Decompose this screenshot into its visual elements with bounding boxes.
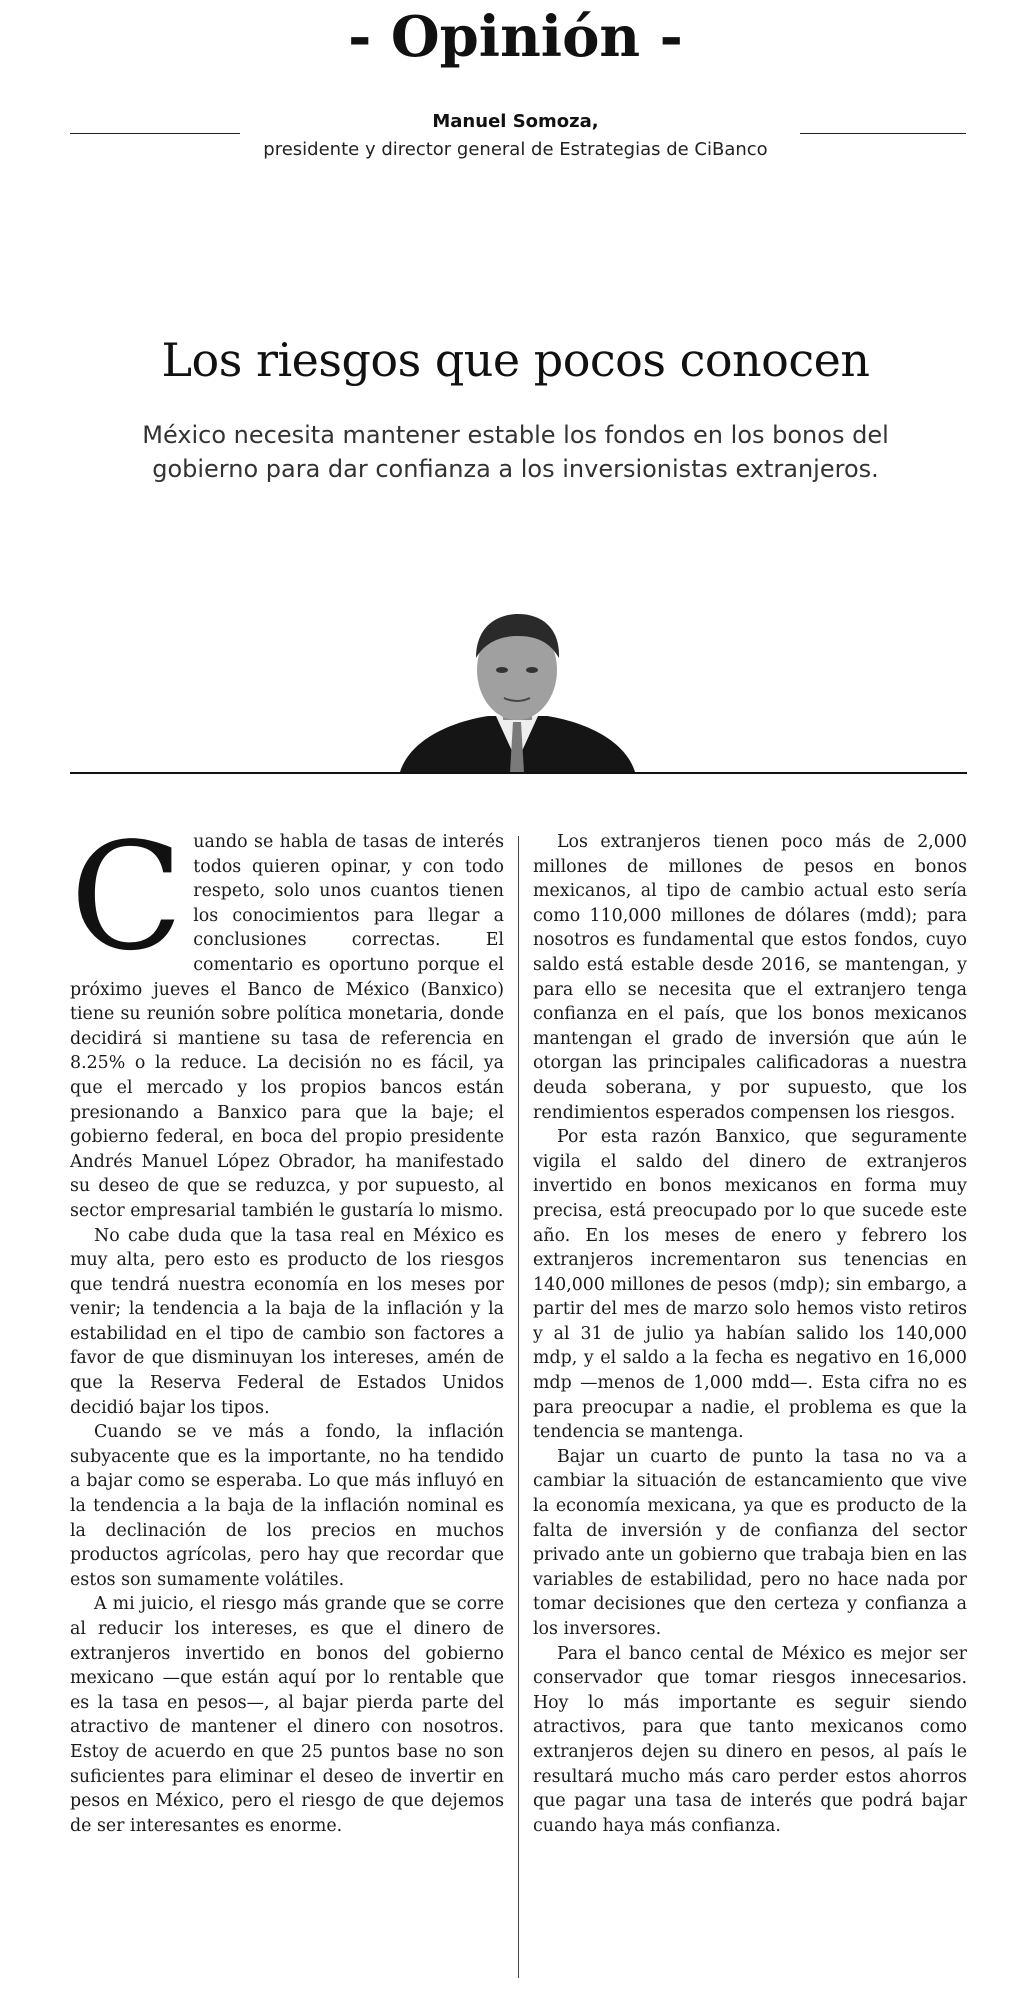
article-dek: México necesita mantener estable los fondos en los bonos del gobierno para dar confianza a los inversionistas extranjeros. bbox=[142, 421, 889, 483]
paragraph: Cuando se habla de tasas de interés todos quieren opinar, y con todo respeto, solo unos cuantos tienen los conocimientos para llegar a conclusiones correctas. El comentario es oportuno porque el próximo jueves el Banco de México (Banxico) tiene su reunión sobre política monetaria, donde decidirá si mantiene su tasa de referencia en 8.25% o la reduce. La decisión no es fácil, ya que el mercado y los propios bancos están presionando a Banxico para que la baje; el gobierno federal, en boca del propio presidente Andrés Manuel López Obrador, ha manifestado su deseo de que se reduzca, y por supuesto, al sector empresarial también le gustaría lo mismo. bbox=[70, 811, 504, 1221]
article-column-2 bbox=[533, 830, 967, 1838]
paragraph: Los extranjeros tienen poco más de 2,000 millones de millones de pesos en bonos mexicanos, al tipo de cambio actual esto sería como 110,000 millones de dólares (mdd); para nosotros es fundamental que estos fondos, cuyo saldo está estable desde 2016, se mantengan, y para ello se necesita que el extranjero tenga confianza en el país, que los bonos mexicanos mantengan el grado de inversión que aún le otorgan las principales calificadoras a nuestra deuda soberana, y por supuesto, que los rendimientos esperados compensen los riesgos. bbox=[533, 832, 967, 1123]
article-column-1 bbox=[70, 811, 504, 1838]
drop-cap: C bbox=[70, 811, 184, 983]
portrait-baseline-rule bbox=[70, 772, 967, 774]
paragraph: Para el banco cental de México es mejor ser conservador que tomar riesgos innecesarios. Hoy lo más importante es seguir siendo atractivos, para que tanto mexicanos como extranjeros dejen su dinero en pesos, al país le resultará mucho más caro perder estos ahorros que pagar una tasa de interés que podrá bajar cuando haya más confianza. bbox=[533, 1643, 967, 1836]
column-divider bbox=[518, 836, 519, 1978]
paragraph: No cabe duda que la tasa real en México es muy alta, pero esto es producto de los riesgos que tendrá nuestra economía en los meses por venir; la tendencia a la baja de la inflación y la estabilidad en el tipo de cambio son factores a favor de que disminuyan los intereses, amén de que la Reserva Federal de Estados Unidos decidió bajar los tipos. bbox=[70, 1225, 504, 1418]
paragraph: Cuando se ve más a fondo, la inflación subyacente que es la importante, no ha tendido a bajar como se esperaba. Lo que más influyó en la tendencia a la baja de la inflación nominal es la declinación de los precios en muchos productos agrícolas, pero hay que recordar que estos son sumamente volátiles. bbox=[70, 1422, 504, 1590]
paragraph: A mi juicio, el riesgo más grande que se corre al reducir los intereses, es que el dinero de extranjeros invertido en bonos del gobierno mexicano —que están aquí por lo rentable que es la tasa en pesos—, al bajar pierda parte del atractivo de mantener el dinero con nosotros. Estoy de acuerdo en que 25 puntos base no son suficientes para eliminar el deseo de invertir en pesos en México, pero el riesgo de que dejemos de ser interesantes es enorme. bbox=[70, 1594, 504, 1836]
paragraph: Bajar un cuarto de punto la tasa no va a cambiar la situación de estancamiento que vive la economía mexicana, ya que es producto de la falta de inversión y de confianza del sector privado ante un gobierno que trabaja bien en las variables de estabilidad, pero no hace nada por tomar decisiones que den certeza y confianza a los inversores. bbox=[533, 1446, 967, 1639]
paragraph: Por esta razón Banxico, que seguramente vigila el saldo del dinero de extranjeros invertido en bonos mexicanos en forma muy precisa, está preocupado por lo que sucede este año. En los meses de enero y febrero los extranjeros incrementaron sus tenencias en 140,000 millones de pesos (mdp); sin embargo, a partir del mes de marzo solo hemos visto retiros y al 31 de julio ya habían salido los 140,000 mdp, y el saldo a la fecha es negativo en 16,000 mdp —menos de 1,000 mdd—. Esta cifra no es para preocupar a nadie, el problema es que la tendencia se mantenga. bbox=[533, 1127, 967, 1443]
author-role: presidente y director general de Estrategias de CiBanco bbox=[263, 139, 768, 160]
author-portrait bbox=[400, 612, 635, 772]
section-title: - Opinión - bbox=[348, 4, 683, 70]
author-name: Manuel Somoza, bbox=[432, 111, 599, 132]
article-headline: Los riesgos que pocos conocen bbox=[161, 333, 870, 387]
